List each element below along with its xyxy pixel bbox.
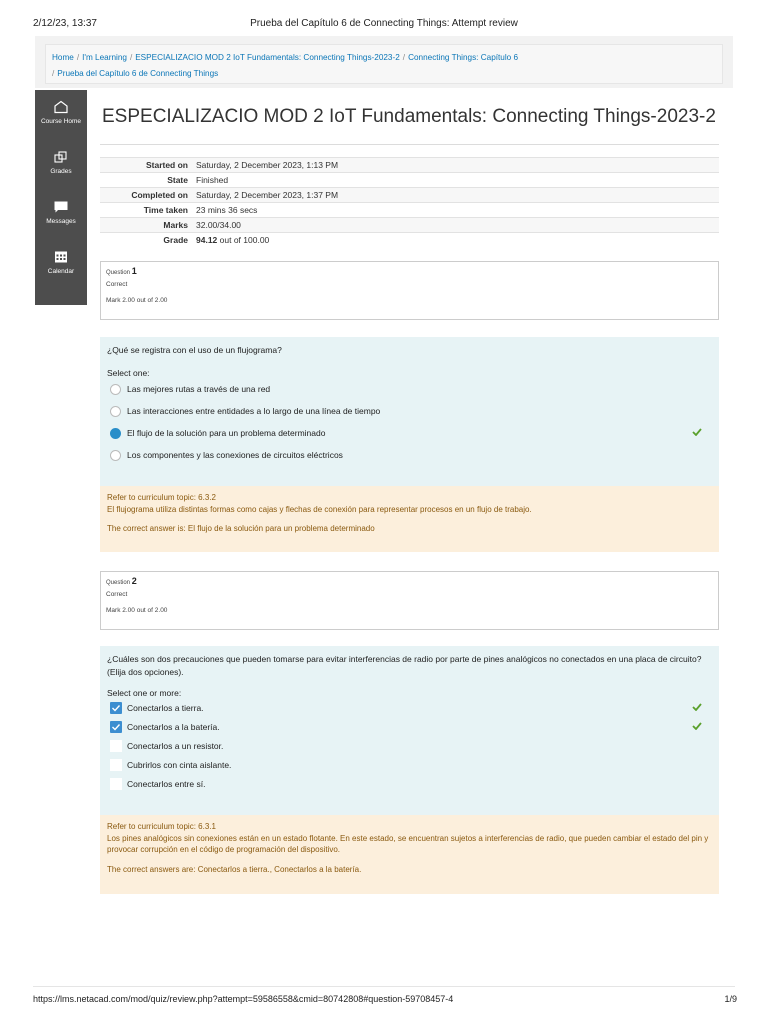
correct-check-icon — [692, 703, 702, 711]
print-page-number: 1/9 — [724, 994, 737, 1004]
breadcrumb-im-learning[interactable]: I'm Learning — [82, 53, 127, 62]
option-label: El flujo de la solución para un problema determinado — [127, 428, 326, 438]
question-2-info — [100, 571, 719, 630]
feedback-topic: Refer to curriculum topic: 6.3.2 — [107, 493, 216, 502]
feedback-topic: Refer to curriculum topic: 6.3.1 — [107, 822, 216, 831]
answer-option[interactable] — [107, 400, 712, 422]
feedback-text: El flujograma utiliza distintas formas como cajas y flechas de conexión para representar procesos en un flujo de trabajo. — [107, 504, 532, 514]
table-row — [100, 233, 719, 248]
answer-option-checked[interactable] — [107, 698, 712, 717]
summary-key: Completed on — [100, 188, 192, 203]
breadcrumb-course[interactable]: ESPECIALIZACIO MOD 2 IoT Fundamentals: Connecting Things-2023-2 — [135, 53, 400, 62]
option-label: Conectarlos a la batería. — [127, 721, 220, 732]
question-text: ¿Qué se registra con el uso de un flujograma? — [107, 345, 282, 355]
radio-button[interactable] — [110, 384, 121, 395]
answer-option[interactable] — [107, 444, 712, 466]
question-state: Correct — [106, 281, 128, 288]
correct-check-icon — [692, 428, 702, 436]
footer-divider — [33, 986, 735, 987]
sidebar-item-course-home[interactable] — [35, 90, 87, 140]
summary-value: 23 mins 36 secs — [192, 203, 719, 218]
question-label: Question — [106, 270, 131, 276]
radio-button-selected[interactable] — [110, 428, 121, 439]
breadcrumb — [45, 44, 723, 84]
breadcrumb-bar — [35, 36, 733, 88]
summary-value: 32.00/34.00 — [192, 218, 719, 233]
summary-value — [192, 233, 719, 248]
question-mark: Mark 2.00 out of 2.00 — [106, 607, 168, 614]
sidebar — [35, 90, 87, 305]
option-label: Las interacciones entre entidades a lo largo de una línea de tiempo — [127, 406, 381, 416]
option-label: Las mejores rutas a través de una red — [127, 384, 271, 394]
grade-value: 94.12 — [196, 235, 218, 245]
summary-value: Saturday, 2 December 2023, 1:13 PM — [192, 158, 719, 173]
question-1-info — [100, 261, 719, 320]
option-label: Conectarlos entre sí. — [127, 778, 206, 789]
print-date: 2/12/23, 13:37 — [33, 18, 97, 29]
question-1-body — [100, 337, 719, 486]
summary-key: Time taken — [100, 203, 192, 218]
grades-icon — [53, 150, 69, 164]
option-label: Conectarlos a un resistor. — [127, 740, 224, 751]
question-2-feedback — [100, 815, 719, 894]
page-title: ESPECIALIZACIO MOD 2 IoT Fundamentals: Connecting Things-2023-2 — [102, 106, 716, 127]
grade-suffix: out of 100.00 — [217, 235, 270, 245]
summary-value: Finished — [192, 173, 719, 188]
home-icon — [53, 100, 69, 114]
messages-icon — [53, 200, 69, 214]
summary-key: Grade — [100, 233, 192, 248]
breadcrumb-quiz[interactable]: Prueba del Capítulo 6 de Connecting Things — [57, 69, 219, 78]
summary-value: Saturday, 2 December 2023, 1:37 PM — [192, 188, 719, 203]
option-label: Conectarlos a tierra. — [127, 702, 204, 713]
question-number-value: 2 — [131, 576, 137, 586]
table-row — [100, 218, 719, 233]
sidebar-item-messages[interactable] — [35, 190, 87, 240]
attempt-summary-table — [100, 157, 719, 247]
question-1-feedback — [100, 486, 719, 552]
sidebar-item-calendar[interactable] — [35, 240, 87, 290]
answer-option-checked[interactable] — [107, 717, 712, 736]
question-number — [106, 576, 713, 586]
title-divider — [100, 144, 719, 145]
correct-answer-text: The correct answer is: El flujo de la solución para un problema determinado — [107, 524, 375, 533]
question-mark: Mark 2.00 out of 2.00 — [106, 297, 168, 304]
sidebar-item-label: Grades — [50, 168, 72, 175]
option-label: Los componentes y las conexiones de circuitos eléctricos — [127, 450, 343, 460]
question-text: ¿Cuáles son dos precauciones que pueden tomarse para evitar interferencias de radio por parte de pines analógicos no conectados en una placa de circuito? (Elija dos opciones). — [107, 654, 702, 677]
breadcrumb-chapter[interactable]: Connecting Things: Capítulo 6 — [408, 53, 519, 62]
question-state: Correct — [106, 591, 128, 598]
sidebar-item-label: Course Home — [40, 118, 82, 125]
question-2-body — [100, 646, 719, 815]
table-row — [100, 188, 719, 203]
radio-button[interactable] — [110, 406, 121, 417]
print-url: https://lms.netacad.com/mod/quiz/review.php?attempt=59586558&cmid=80742808#question-59708457-4 — [33, 994, 454, 1004]
table-row — [100, 203, 719, 218]
checkbox-checked[interactable] — [110, 702, 122, 714]
select-label: Select one or more: — [107, 688, 182, 698]
answer-option-selected[interactable] — [107, 422, 712, 444]
answer-option[interactable] — [107, 736, 712, 755]
breadcrumb-separator: / — [402, 53, 406, 62]
summary-key: Marks — [100, 218, 192, 233]
checkbox[interactable] — [110, 778, 122, 790]
checkbox[interactable] — [110, 759, 122, 771]
checkbox-checked[interactable] — [110, 721, 122, 733]
select-label: Select one: — [107, 368, 150, 378]
calendar-icon — [53, 250, 69, 264]
answer-option[interactable] — [107, 755, 712, 774]
question-number — [106, 266, 713, 276]
breadcrumb-separator: / — [76, 53, 80, 62]
table-row — [100, 158, 719, 173]
correct-answer-text: The correct answers are: Conectarlos a tierra., Conectarlos a la batería. — [107, 864, 362, 874]
question-number-value: 1 — [131, 266, 137, 276]
answer-option[interactable] — [107, 774, 712, 793]
breadcrumb-home[interactable]: Home — [52, 53, 74, 62]
question-label: Question — [106, 580, 131, 586]
table-row — [100, 173, 719, 188]
feedback-text: Los pines analógicos sin conexiones están en un estado flotante. En este estado, se encuentran sujetos a interferencias de radio, que pueden cambiar el estado del pin y provocar corrupción en el código de programación del dispositivo. — [107, 833, 709, 854]
checkbox[interactable] — [110, 740, 122, 752]
correct-check-icon — [692, 722, 702, 730]
sidebar-item-label: Messages — [46, 218, 76, 225]
breadcrumb-separator: / — [129, 53, 133, 62]
summary-key: Started on — [100, 158, 192, 173]
radio-button[interactable] — [110, 450, 121, 461]
sidebar-item-label: Calendar — [47, 268, 75, 275]
option-label: Cubrirlos con cinta aislante. — [127, 759, 232, 770]
sidebar-item-grades[interactable] — [35, 140, 87, 190]
breadcrumb-separator: / — [52, 69, 55, 78]
print-title: Prueba del Capítulo 6 de Connecting Things: Attempt review — [250, 18, 518, 29]
answer-option[interactable] — [107, 378, 712, 400]
summary-key: State — [100, 173, 192, 188]
